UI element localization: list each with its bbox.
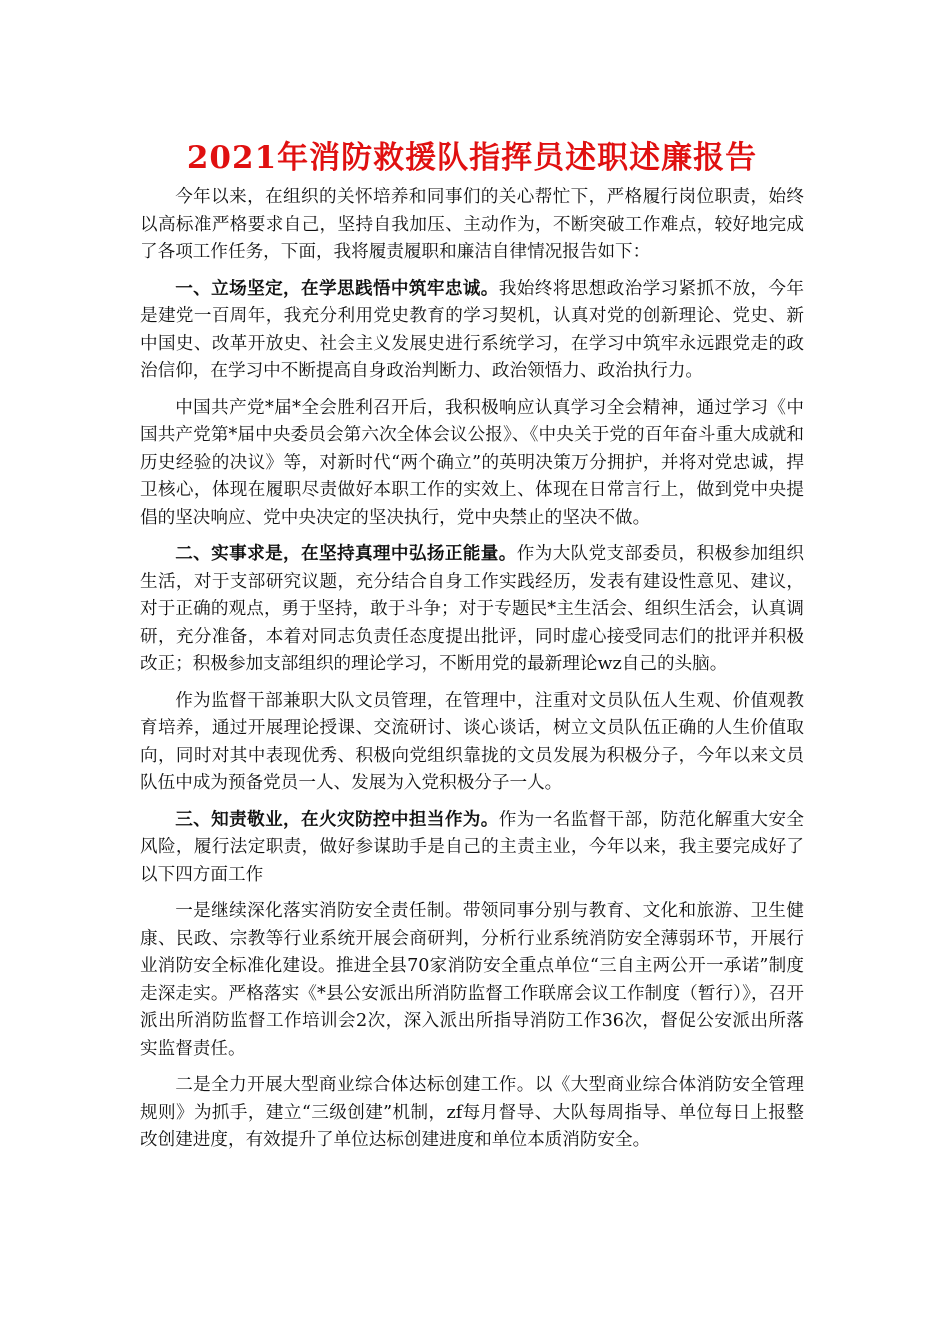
paragraph-text: 今年以来，在组织的关怀培养和同事们的关心帮忙下，严格履行岗位职责，始终以高标准严格要求自己，坚持自我加压、主动作为，不断突破工作难点，较好地完成了各项工作任务，下面，我将履责履职和廉洁自律情况报告如下： [140,187,804,263]
paragraph-text: 二是全力开展大型商业综合体达标创建工作。以《大型商业综合体消防安全管理规则》为抓手，建立“三级创建”机制，zf每月督导、大队每周指导、单位每日上报整改创建进度，有效提升了单位达标创建进度和单位本质消防安全。 [140,1075,804,1151]
paragraph-plenum-study [140,394,804,533]
paragraph-text: 我始终将思想政治学习紧抓不放，今年是建党一百周年，我充分利用党史教育的学习契机，认真对党的创新理论、党史、新中国史、改革开放史、社会主义发展史进行系统学习，在学习中筑牢永远跟党走的政治信仰，在学习中不断提高自身政治判断力、政治领悟力、政治执行力。 [140,278,804,382]
paragraph-item-1 [140,897,804,1063]
paragraph-section-1 [140,275,804,386]
document-title: 2021年消防救援队指挥员述职述廉报告 [186,140,758,176]
paragraph-item-2 [140,1071,804,1155]
paragraph-text: 作为大队党支部委员，积极参加组织生活，对于支部研究议题，充分结合自身工作实践经历，发表有建设性意见、建议，对于正确的观点，勇于坚持，敢于斗争；对于专题民*主生活会、组织生活会，认真调研，充分准备，本着对同志负责任态度提出批评，同时虚心接受同志们的批评并积极改正；积极参加支部组织的理论学习，不断用党的最新理论wz自己的头脑。 [140,544,804,675]
section-heading: 三、知责敬业，在火灾防控中担当作为。 [175,808,499,830]
paragraph-section-3 [140,806,804,890]
paragraph-text: 作为一名监督干部，防范化解重大安全风险，履行法定职责，做好参谋助手是自己的主责主业，今年以来，我主要完成好了以下四方面工作 [140,809,804,885]
paragraph-section-2 [140,540,804,679]
paragraph-intro [140,183,804,267]
document-page [140,140,804,1163]
section-heading: 一、立场坚定，在学思践悟中筑牢忠诚。 [175,277,499,299]
section-heading: 二、实事求是，在坚持真理中弘扬正能量。 [175,543,517,565]
paragraph-text: 作为监督干部兼职大队文员管理，在管理中，注重对文员队伍人生观、价值观教育培养，通过开展理论授课、交流研讨、谈心谈话，树立文员队伍正确的人生价值取向，同时对其中表现优秀、积极向党组织靠拢的文员发展为积极分子，今年以来文员队伍中成为预备党员一人、发展为入党积极分子一人。 [140,690,804,794]
paragraph-clerk-management [140,687,804,798]
paragraph-text: 中国共产党*届*全会胜利召开后，我积极响应认真学习全会精神，通过学习《中国共产党第*届中央委员会第六次全体会议公报》、《中央关于党的百年奋斗重大成就和历史经验的决议》等，对新时代“两个确立”的英明决策万分拥护，并将对党忠诚，捍卫核心，体现在履职尽责做好本职工作的实效上、体现在日常言行上，做到党中央提倡的坚决响应、党中央决定的坚决执行，党中央禁止的坚决不做。 [140,397,804,528]
paragraph-text: 一是继续深化落实消防安全责任制。带领同事分别与教育、文化和旅游、卫生健康、民政、宗教等行业系统开展会商研判，分析行业系统消防安全薄弱环节，开展行业消防安全标准化建设。推进全县70家消防安全重点单位“三自主两公开一承诺”制度走深走实。严格落实《*县公安派出所消防监督工作联席会议工作制度（暂行）》，召开派出所消防监督工作培训会2次，深入派出所指导消防工作36次，督促公安派出所落实监督责任。 [140,901,804,1059]
